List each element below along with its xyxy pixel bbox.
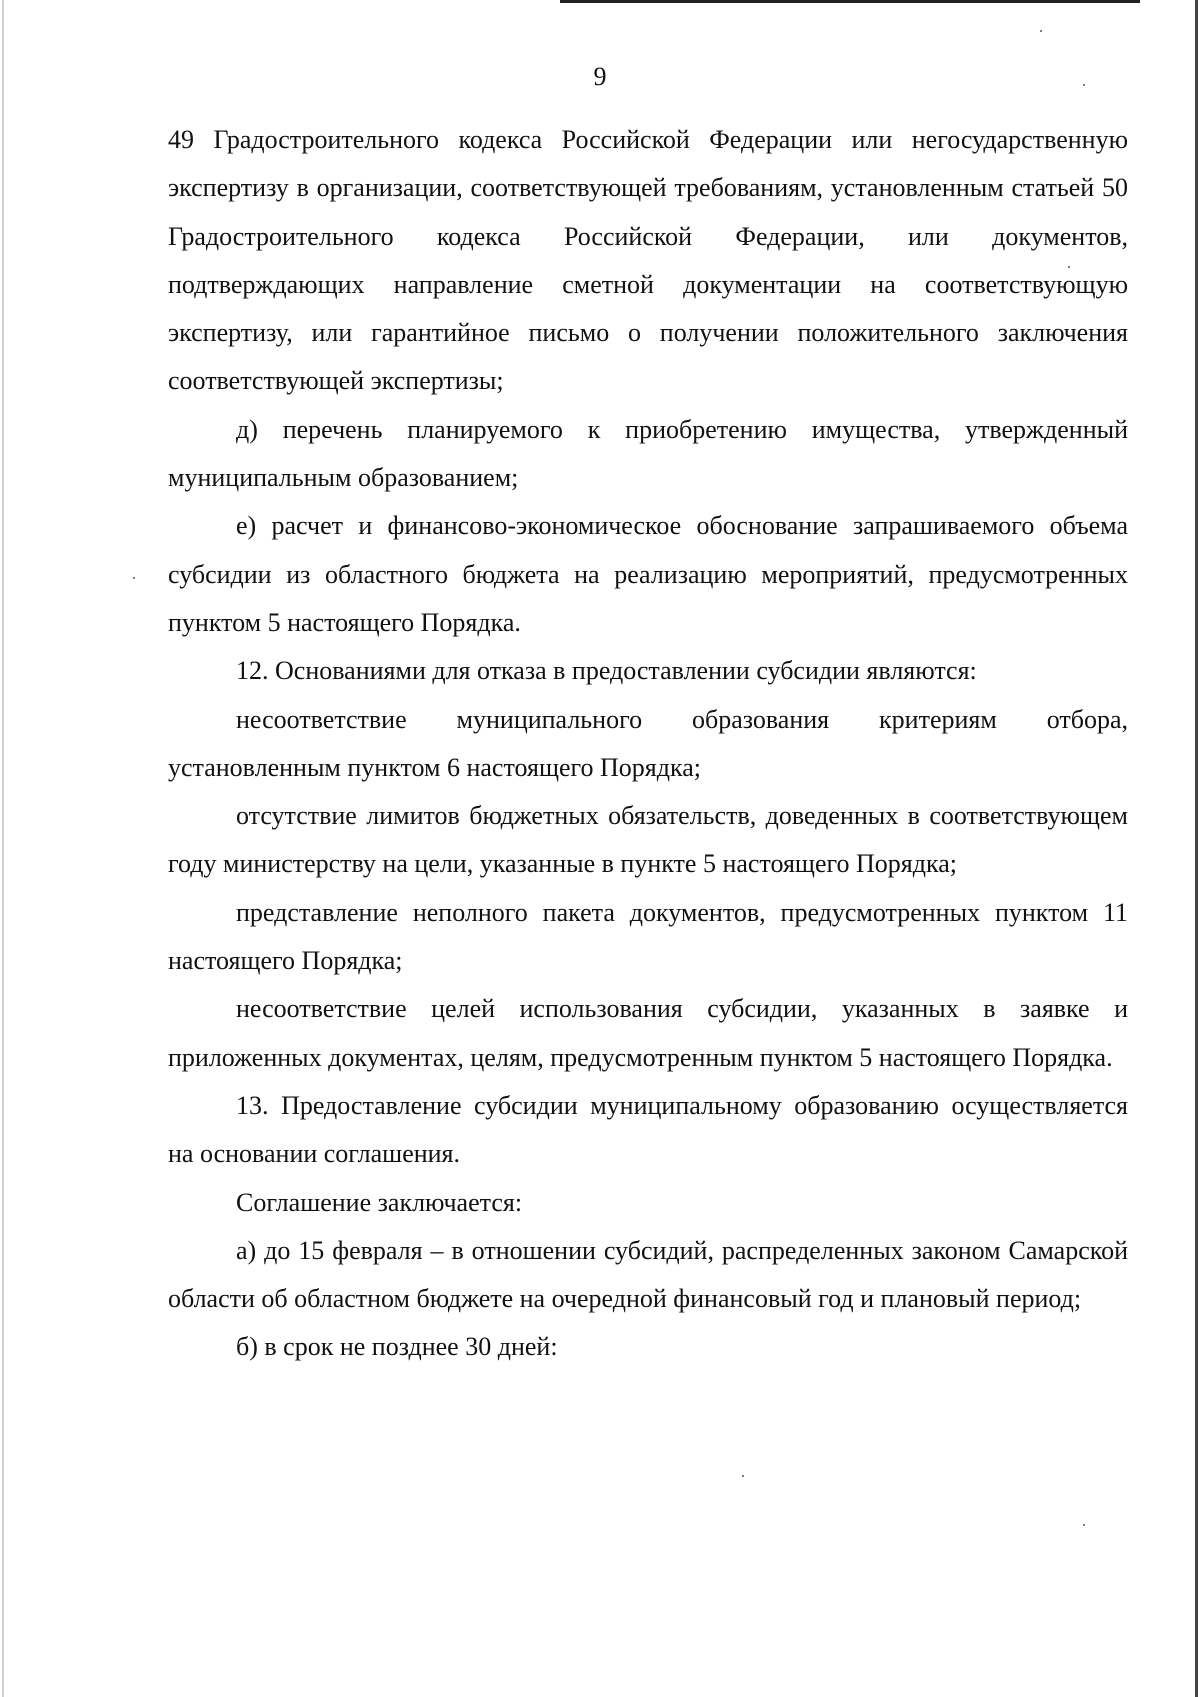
scan-edge-right <box>1195 0 1198 1697</box>
scan-speck <box>742 1475 744 1477</box>
paragraph-refusal-criteria: несоответствие муниципального образования критериям отбора, установленным пунктом 6 настоящего Порядка; <box>168 704 1128 782</box>
paragraph-agreement-a: а) до 15 февраля – в отношении субсидий, распределенных законом Самарской области об областном бюджете на очередной финансовый год и плановый период; <box>168 1235 1128 1314</box>
paragraph-agreement-intro: Соглашение заключается: <box>236 1187 523 1217</box>
scan-edge-left <box>2 0 4 1697</box>
paragraph-item-d: д) перечень планируемого к приобретению имущества, утвержденный муниципальным образованием; <box>168 414 1128 493</box>
scan-speck <box>1040 30 1042 32</box>
paragraph-refusal-purposes: несоответствие целей использования субсидии, указанных в заявке и приложенных документах, целям, предусмотренным пунктом 5 настоящего Порядка. <box>168 994 1128 1072</box>
scan-edge-top <box>560 0 1140 3</box>
paragraph-refusal-limits: отсутствие лимитов бюджетных обязательств, доведенных в соответствующем году министерству на цели, указанные в пункте 5 настоящего Порядка; <box>168 801 1128 879</box>
paragraph-continuation: 49 Градостроительного кодекса Российской Федерации или негосударственную экспертизу в организации, соответствующей требованиям, установленным статьей 50 Градостроительного кодекса Российской Федерации, или документов, подтверждающих направление сметной документации на соответствующую экспертизу, или гарантийное письмо о получении положительного заключения соответствующей экспертизы; <box>168 125 1128 396</box>
paragraph-agreement-b: б) в срок не позднее 30 дней: <box>236 1332 558 1362</box>
document-body <box>168 116 1128 1372</box>
paragraph-section-12: 12. Основаниями для отказа в предоставлении субсидии являются: <box>236 656 977 686</box>
paragraph-section-13: 13. Предоставление субсидии муниципальному образованию осуществляется на основании соглашения. <box>168 1090 1128 1169</box>
scan-speck <box>1083 1524 1085 1526</box>
paragraph-refusal-documents: представление неполного пакета документов, предусмотренных пунктом 11 настоящего Порядка; <box>168 897 1128 976</box>
page-number: 9 <box>593 62 607 91</box>
scan-speck <box>133 577 135 579</box>
paragraph-item-e: е) расчет и финансово-экономическое обоснование запрашиваемого объема субсидии из областного бюджета на реализацию мероприятий, предусмотренных пунктом 5 настоящего Порядка. <box>168 511 1128 637</box>
